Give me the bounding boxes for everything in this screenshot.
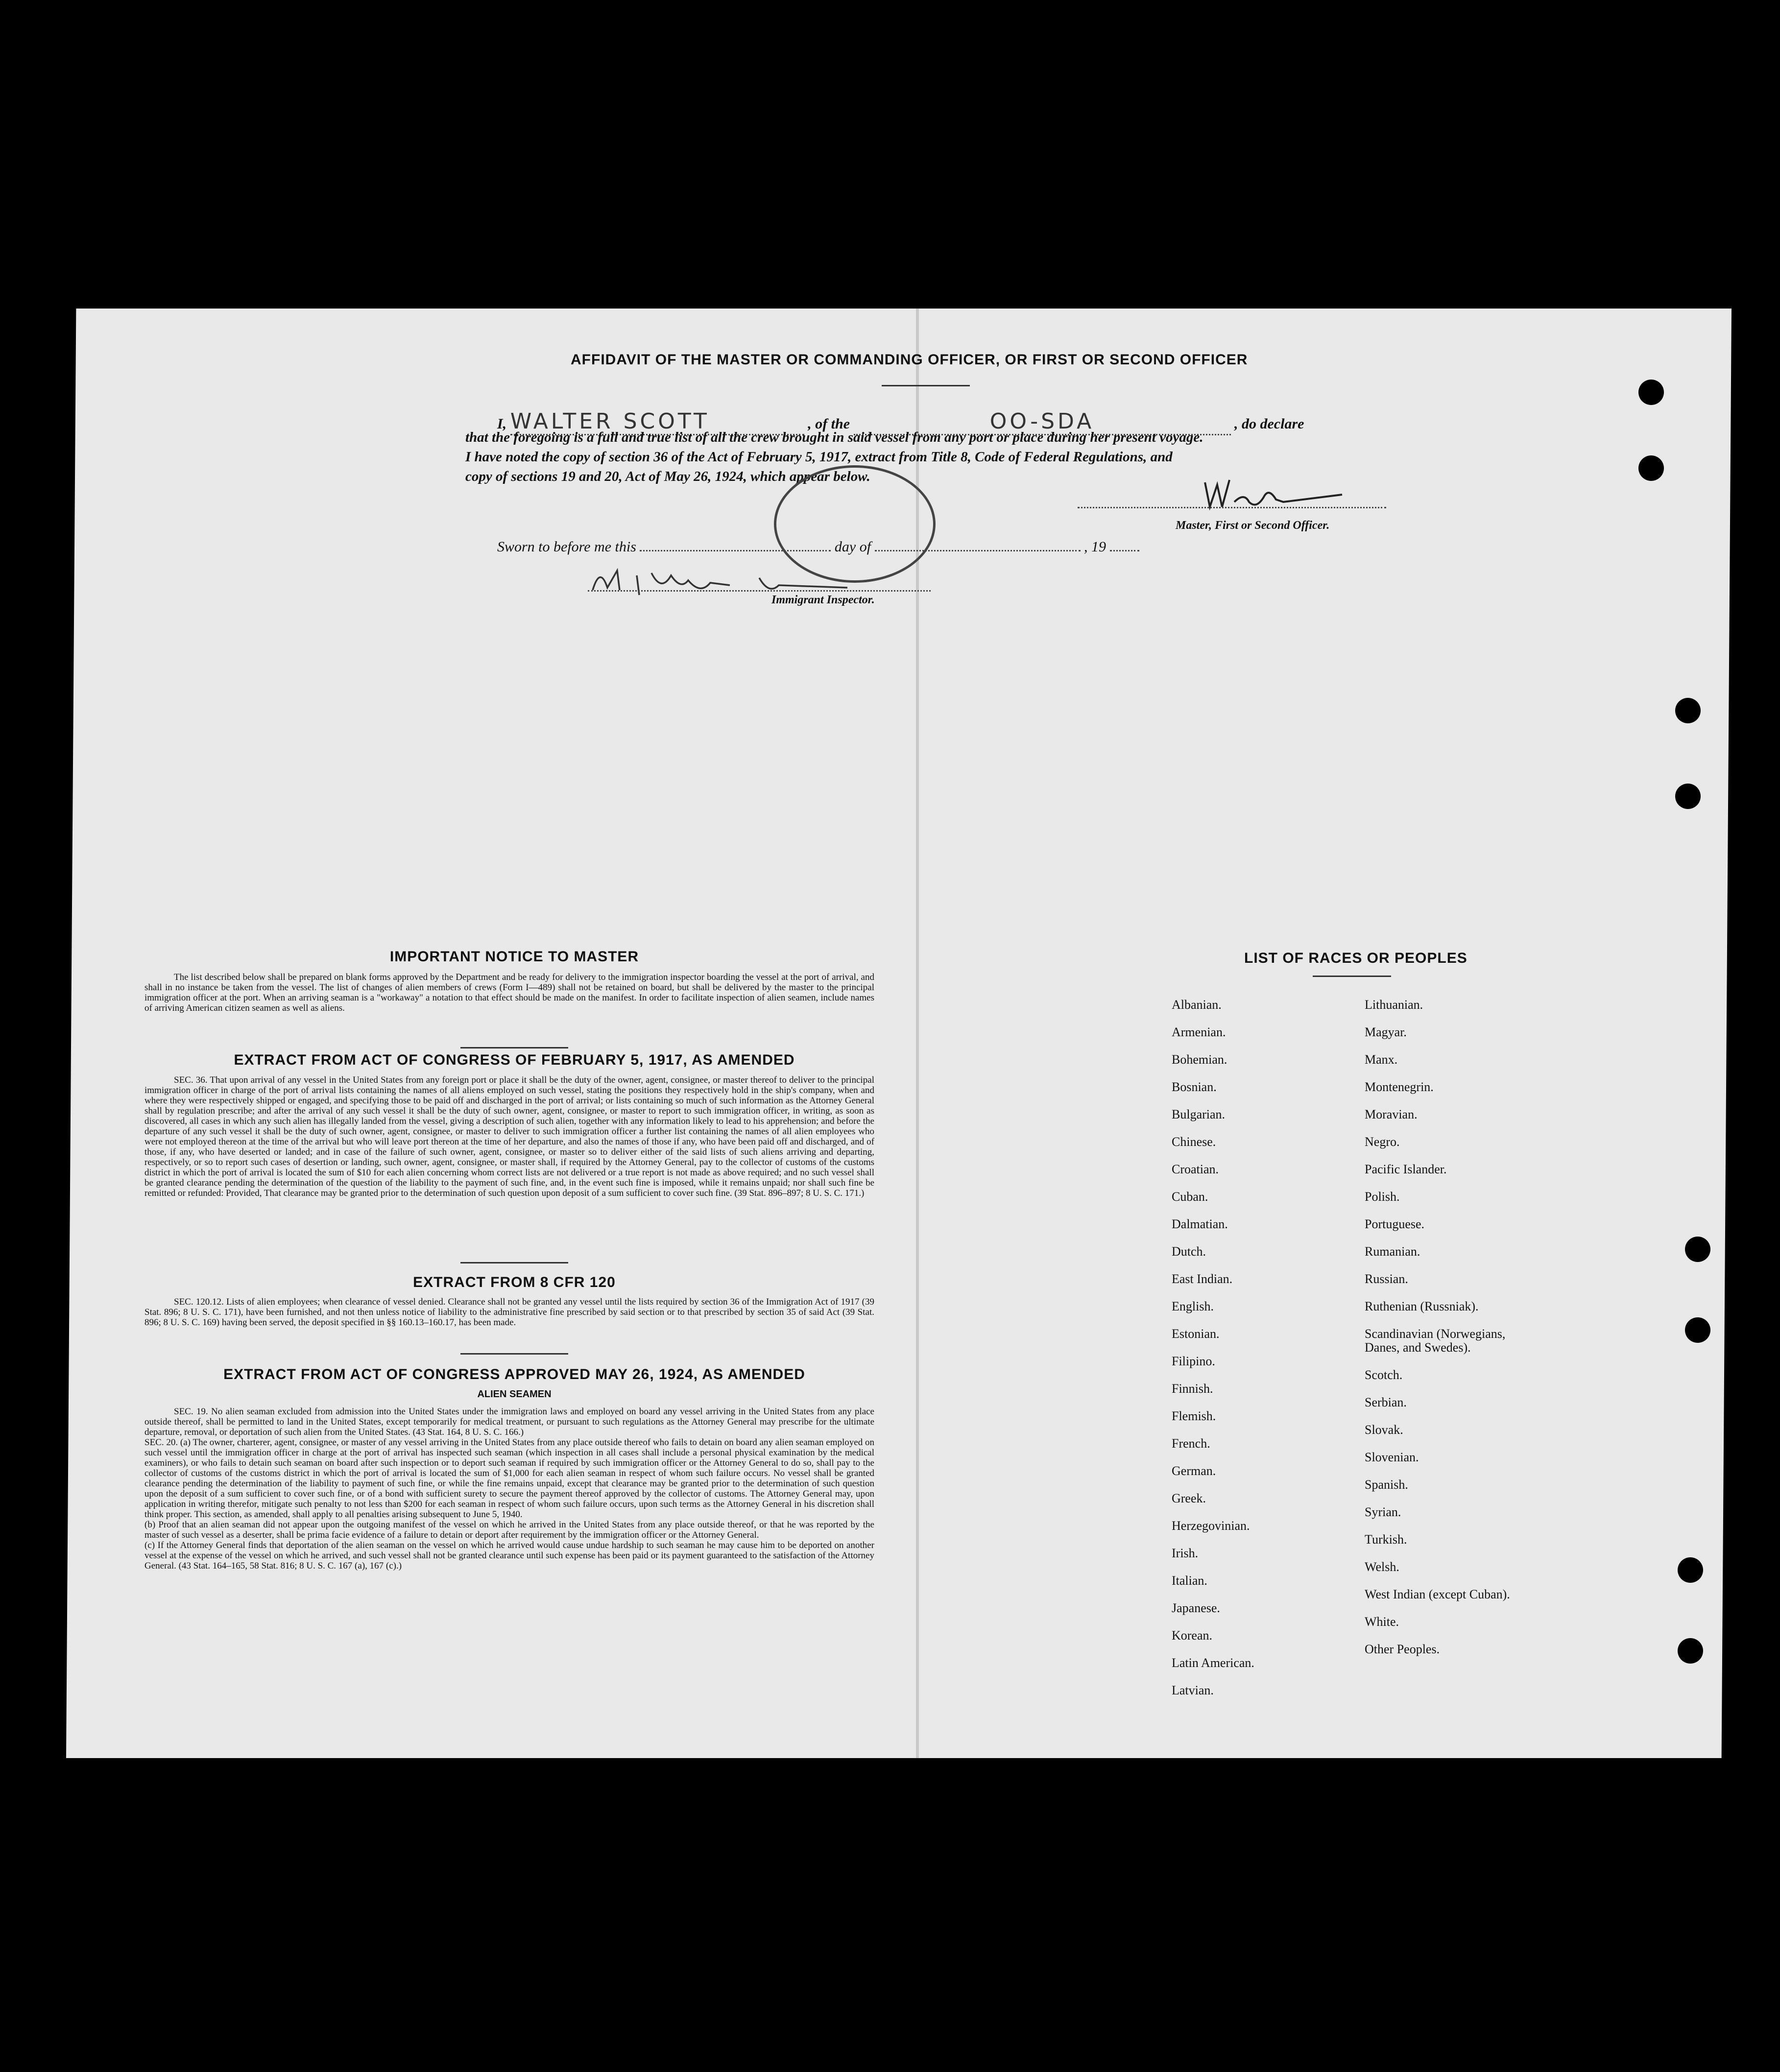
race-item: Scandinavian (Norwegians, Danes, and Swedes).: [1365, 1327, 1506, 1355]
extract-1924-subtitle: ALIEN SEAMEN: [477, 1389, 552, 1400]
race-item: Irish.: [1172, 1546, 1199, 1560]
of-the-label: , of the: [808, 416, 850, 432]
race-item: Latin American.: [1172, 1656, 1254, 1670]
race-item: Manx.: [1365, 1052, 1398, 1067]
punch-hole: [1675, 784, 1701, 809]
extract-1924-title: EXTRACT FROM ACT OF CONGRESS APPROVED MAY 26, 1924, AS AMENDED: [223, 1366, 805, 1382]
races-rule: [1313, 976, 1391, 977]
notice-rule: [460, 1047, 568, 1048]
race-item: Estonian.: [1172, 1327, 1220, 1341]
race-item: Armenian.: [1172, 1025, 1226, 1039]
race-item: Latvian.: [1172, 1683, 1214, 1697]
race-item: East Indian.: [1172, 1272, 1233, 1286]
punch-hole: [1678, 1638, 1703, 1664]
race-item: West Indian (except Cuban).: [1365, 1587, 1510, 1601]
race-item: Polish.: [1365, 1190, 1400, 1204]
race-item: Bulgarian.: [1172, 1107, 1226, 1121]
inspector-signature-line: [588, 590, 931, 592]
declaration-prefix: I,: [497, 416, 507, 432]
race-item: Moravian.: [1365, 1107, 1418, 1121]
officer-caption: Master, First or Second Officer.: [1176, 519, 1330, 532]
race-item: Albanian.: [1172, 998, 1222, 1012]
race-item: Syrian.: [1365, 1505, 1401, 1519]
race-item: Bosnian.: [1172, 1080, 1217, 1094]
race-item: Montenegrin.: [1365, 1080, 1434, 1094]
race-item: English.: [1172, 1299, 1214, 1313]
extract-1917-title: EXTRACT FROM ACT OF CONGRESS OF FEBRUARY 5, 1917, AS AMENDED: [234, 1052, 795, 1068]
declaration-line-3: I have noted the copy of section 36 of the Act of February 5, 1917, extract from Title 8, Code of Federal Regulations, and: [465, 449, 1173, 465]
race-item: Pacific Islander.: [1365, 1162, 1447, 1176]
race-item: Dutch.: [1172, 1244, 1206, 1259]
declaration-line-4: copy of sections 19 and 20, Act of May 26, 1924, which appear below.: [465, 469, 870, 484]
race-item: White.: [1365, 1615, 1399, 1629]
heading-rule: [882, 385, 970, 386]
race-item: Spanish.: [1365, 1477, 1408, 1492]
vessel-name-handwritten: OO-SDA: [989, 409, 1095, 434]
notice-title: IMPORTANT NOTICE TO MASTER: [389, 949, 639, 965]
extract-cfr-title: EXTRACT FROM 8 CFR 120: [413, 1274, 616, 1290]
race-item: Other Peoples.: [1365, 1642, 1440, 1656]
master-name-handwritten: WALTER SCOTT: [510, 409, 710, 434]
extract-1917-body: SEC. 36. That upon arrival of any vessel in the United States from any foreign port or place it shall be the duty of the owner, agent, consignee, or master thereof to deliver to the principal immigration officer in charge of the port of arrival lists containing the names of all aliens employed on such vessel, stating the positions they respectively hold in the ship's company, when and where they were respectively shipped or engaged, and specifying those to be paid off and discharged in the port of arrival; or lists containing so much of such information as the Attorney General shall by regulation prescribe; and after the arrival of any such vessel it shall be the duty of such owner, agent, consignee, or master to report to such immigration officer, in writing, as soon as discovered, all cases in which any such alien has illegally landed from the vessel, giving a description of such alien, together with any information likely to lead to his apprehension; and before the departure of any such vessel it shall be the duty of such owner, agent, consignee, or master to deliver to such immigration officer a further list containing the names of all alien employees who were not employed thereon at the time of the arrival but who will leave port thereon at the time of her departure, and also the names of those if any, who have been paid off and discharged, and of those, if any, who have deserted or landed; and in case of the failure of such owner, agent, consignee, or master so to deliver either of the said lists of such aliens arriving and departing, respectively, or so to report such cases of desertion or landing, such owner, agent, consignee, or master shall, if required by the Attorney General, pay to the collector of customs of the customs district in which the port of arrival is located the sum of $10 for each alien concerning whom correct lists are not delivered or a true report is not made as above required; and no such vessel shall be granted clearance pending the determination of the question of the liability to the payment of such fine, and, in the event such fine is imposed, while it remains unpaid; nor shall such fine be remitted or refunded: Provided, That clearance may be granted prior to the determination of such question upon deposit of a sum sufficient to cover such fine. (39 Stat. 896–897; 8 U. S. C. 171.): [144, 1075, 874, 1198]
races-title: LIST OF RACES OR PEOPLES: [1244, 950, 1467, 966]
race-item: Rumanian.: [1365, 1244, 1420, 1259]
race-item: Turkish.: [1365, 1532, 1407, 1547]
day-of-label: day of: [834, 539, 871, 555]
punch-hole: [1678, 1557, 1703, 1583]
race-item: Slovenian.: [1365, 1450, 1419, 1464]
race-item: Herzegovinian.: [1172, 1519, 1250, 1533]
officer-signature-line: [1078, 507, 1386, 508]
sworn-line: [497, 539, 1232, 555]
race-item: Croatian.: [1172, 1162, 1219, 1176]
declaration-line-2: that the foregoing is a full and true list of all the crew brought in said vessel from any port or place during her present voyage.: [465, 429, 1203, 445]
race-item: Serbian.: [1365, 1395, 1407, 1409]
race-item: Finnish.: [1172, 1381, 1213, 1396]
do-declare-label: , do declare: [1234, 416, 1304, 432]
race-item: Korean.: [1172, 1628, 1213, 1643]
extract-cfr-body: SEC. 120.12. Lists of alien employees; when clearance of vessel denied. Clearance shall not be granted any vessel until the lists required by section 36 of the Immigration Act of 1917 (39 Stat. 896; 8 U. S. C. 171), have been furnished, and not then unless notice of liability to the administrative fine prescribed by said section or to that prescribed by section 35 of said Act (39 Stat. 896; 8 U. S. C. 169) having been served, the deposit specified in §§ 160.13–160.17, has been made.: [144, 1297, 874, 1328]
extract-1917-rule: [460, 1262, 568, 1263]
year-prefix: , 19: [1084, 539, 1106, 555]
extract-cfr-rule: [460, 1353, 568, 1355]
punch-hole: [1638, 455, 1664, 481]
race-item: Filipino.: [1172, 1354, 1215, 1368]
race-item: Lithuanian.: [1365, 998, 1423, 1012]
notice-body: The list described below shall be prepared on blank forms approved by the Department and be ready for delivery to the immigration inspector boarding the vessel at the port of arrival, and shall in no instance be taken from the vessel. The list of changes of alien members of crews (Form I—489) shall not be retained on board, but shall be delivered by the master to the principal immigration officer at the port. When an arriving seaman is a "workaway" a notation to that effect should be made on the manifest. In order to facilitate inspection of alien seamen, include names of arriving American citizen seamen as well as aliens.: [144, 972, 874, 1013]
race-item: Cuban.: [1172, 1190, 1208, 1204]
race-item: French.: [1172, 1436, 1210, 1451]
race-item: Welsh.: [1365, 1560, 1399, 1574]
race-item: Chinese.: [1172, 1135, 1216, 1149]
race-item: Negro.: [1365, 1135, 1400, 1149]
race-item: Slovak.: [1365, 1423, 1403, 1437]
race-item: Ruthenian (Russniak).: [1365, 1299, 1479, 1313]
race-item: Dalmatian.: [1172, 1217, 1228, 1231]
race-item: Magyar.: [1365, 1025, 1407, 1039]
officer-signature: [1195, 473, 1371, 517]
punch-hole: [1675, 698, 1701, 723]
race-item: Scotch.: [1365, 1368, 1403, 1382]
punch-hole: [1685, 1237, 1710, 1262]
race-item: Greek.: [1172, 1491, 1206, 1505]
sworn-prefix: Sworn to before me this: [497, 539, 636, 555]
race-item: Russian.: [1365, 1272, 1408, 1286]
race-item: Japanese.: [1172, 1601, 1220, 1615]
race-item: Flemish.: [1172, 1409, 1216, 1423]
race-item: German.: [1172, 1464, 1216, 1478]
inspector-caption: Immigrant Inspector.: [771, 594, 875, 606]
race-item: Bohemian.: [1172, 1052, 1227, 1067]
punch-hole: [1685, 1317, 1710, 1343]
extract-1924-body: SEC. 19. No alien seaman excluded from admission into the United States under the immigration laws and employed on board any vessel arriving in the United States from any place outside thereof, shall be permitted to land in the United States, except temporarily for medical treatment, or pursuant to such regulations as the Attorney General may prescribe for the ultimate departure, removal, or deportation of such alien from the United States. (43 Stat. 164, 8 U. S. C. 166.) SEC. 20. (a) The owner, charterer, agent, consignee, or master of any vessel arriving in the United States from any place outside thereof who fails to detain on board any alien seaman employed on such vessel until the immigration officer in charge at the port of arrival has inspected such seaman (which inspection in all cases shall include a personal physical examination by the medical examiners), or who fails to detain such seaman on board after such inspection or to deport such seaman if required by such immigration officer or the Attorney General to do so, shall pay to the collector of customs of the customs district in which the port of arrival is located the sum of $1,000 for each alien seaman in respect of whom such failure occurs. No vessel shall be granted clearance pending the determination of the liability to payment of such fine, or while the fine remains unpaid, except that clearance may be granted prior to the determination of such question upon the deposit of a sum sufficient to cover such fine, or of a bond with sufficient surety to secure the payment thereof approved by the collector of customs. The Attorney General may, upon application in writing therefor, mitigate such penalty to not less than $200 for each seaman in respect of whom such failure occurs, upon such terms as the Attorney General in his discretion shall think proper. This section, as amended, shall apply to all penalties arising subsequent to June 5, 1940. (b) Proof that an alien seaman did not appear upon the outgoing manifest of the vessel on which he arrived in the United States from any place outside thereof, or that he was reported by the master of such vessel as a deserter, shall be prima facie evidence of a failure to detain or deport after requirement by the immigration officer or the Attorney General. (c) If the Attorney General finds that deportation of the alien seaman on the vessel on which he arrived would cause undue hardship to such seaman he may cause him to be deported on another vessel at the expense of the vessel on which he arrived, and such vessel shall not be granted clearance until such expense has been paid or its payment guaranteed to the satisfaction of the Attorney General. (43 Stat. 164–165, 58 Stat. 816; 8 U. S. C. 167 (a), 167 (c).): [144, 1406, 874, 1571]
affidavit-heading: AFFIDAVIT OF THE MASTER OR COMMANDING OFFICER, OR FIRST OR SECOND OFFICER: [571, 352, 1248, 368]
punch-hole: [1638, 380, 1664, 405]
race-item: Portuguese.: [1365, 1217, 1425, 1231]
race-item: Italian.: [1172, 1573, 1207, 1588]
